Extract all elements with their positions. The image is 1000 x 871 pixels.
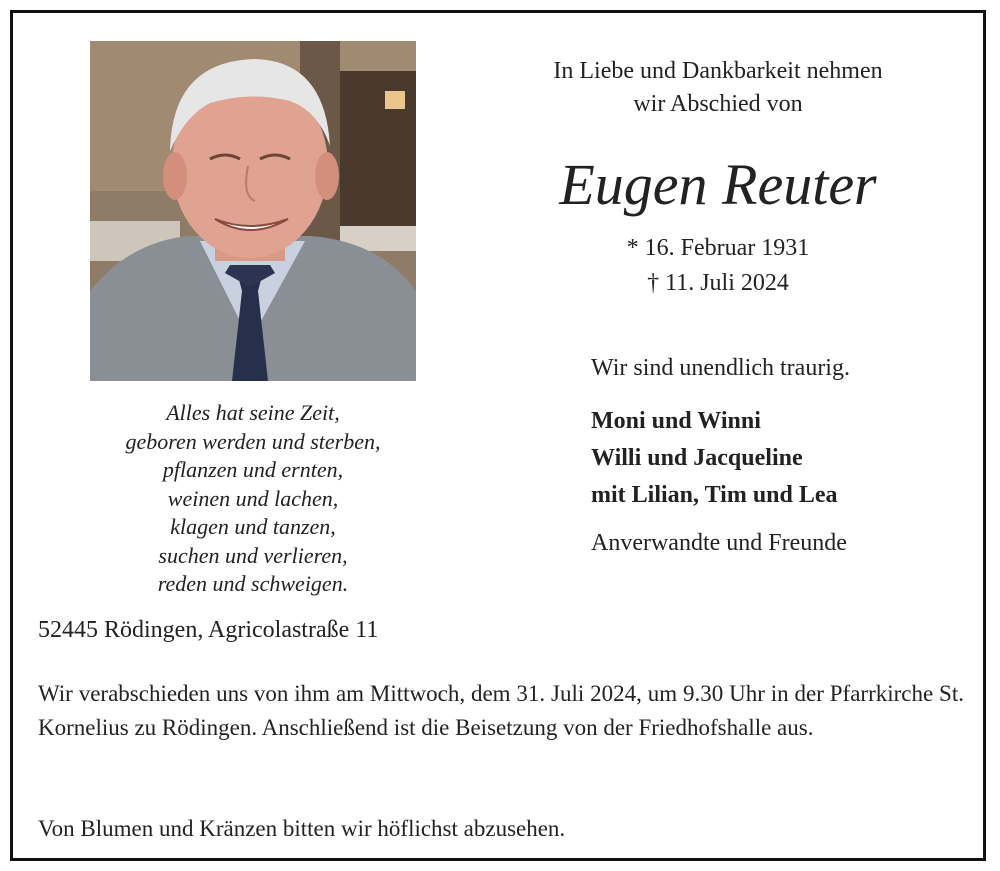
relatives-line: Anverwandte und Freunde (591, 530, 847, 556)
poem-line: reden und schweigen. (157, 571, 349, 596)
family-line: mit Lilian, Tim und Lea (591, 482, 838, 508)
intro-line: In Liebe und Dankbarkeit nehmen (553, 58, 883, 84)
poem-line: pflanzen und ernten, (162, 457, 344, 482)
death-date: † 11. Juli 2024 (647, 270, 789, 296)
portrait-photo (90, 41, 416, 381)
family-line: Moni und Winni (591, 408, 761, 434)
life-dates (518, 231, 918, 301)
poem-line: Alles hat seine Zeit, (166, 400, 340, 425)
poem (68, 399, 438, 599)
portrait-illustration (90, 41, 416, 381)
poem-line: weinen und lachen, (167, 485, 339, 511)
poem-line: klagen und tanzen, (170, 514, 336, 539)
grief-statement: Wir sind unendlich traurig. (591, 355, 850, 381)
family-line: Willi und Jacqueline (591, 445, 803, 471)
service-notice: Wir verabschieden uns von ihm am Mittwoch, dem 31. Juli 2024, um 9.30 Uhr in der Pfarrkirche St. Kornelius zu Rödingen. Anschließend ist die Beisetzung von der Friedhofshalle aus. (38, 681, 964, 740)
family-signatures (591, 403, 838, 514)
flowers-notice: Von Blumen und Kränzen bitten wir höflichst abzusehen. (38, 816, 566, 841)
intro-line: wir Abschied von (633, 91, 803, 117)
birth-date: * 16. Februar 1931 (626, 235, 810, 261)
address: 52445 Rödingen, Agricolastraße 11 (38, 617, 379, 643)
poem-line: geboren werden und sterben, (125, 428, 381, 454)
deceased-name: Eugen Reuter (559, 152, 877, 217)
obituary-notice (10, 10, 986, 861)
intro-text (518, 55, 918, 121)
poem-line: suchen und verlieren, (158, 542, 348, 568)
